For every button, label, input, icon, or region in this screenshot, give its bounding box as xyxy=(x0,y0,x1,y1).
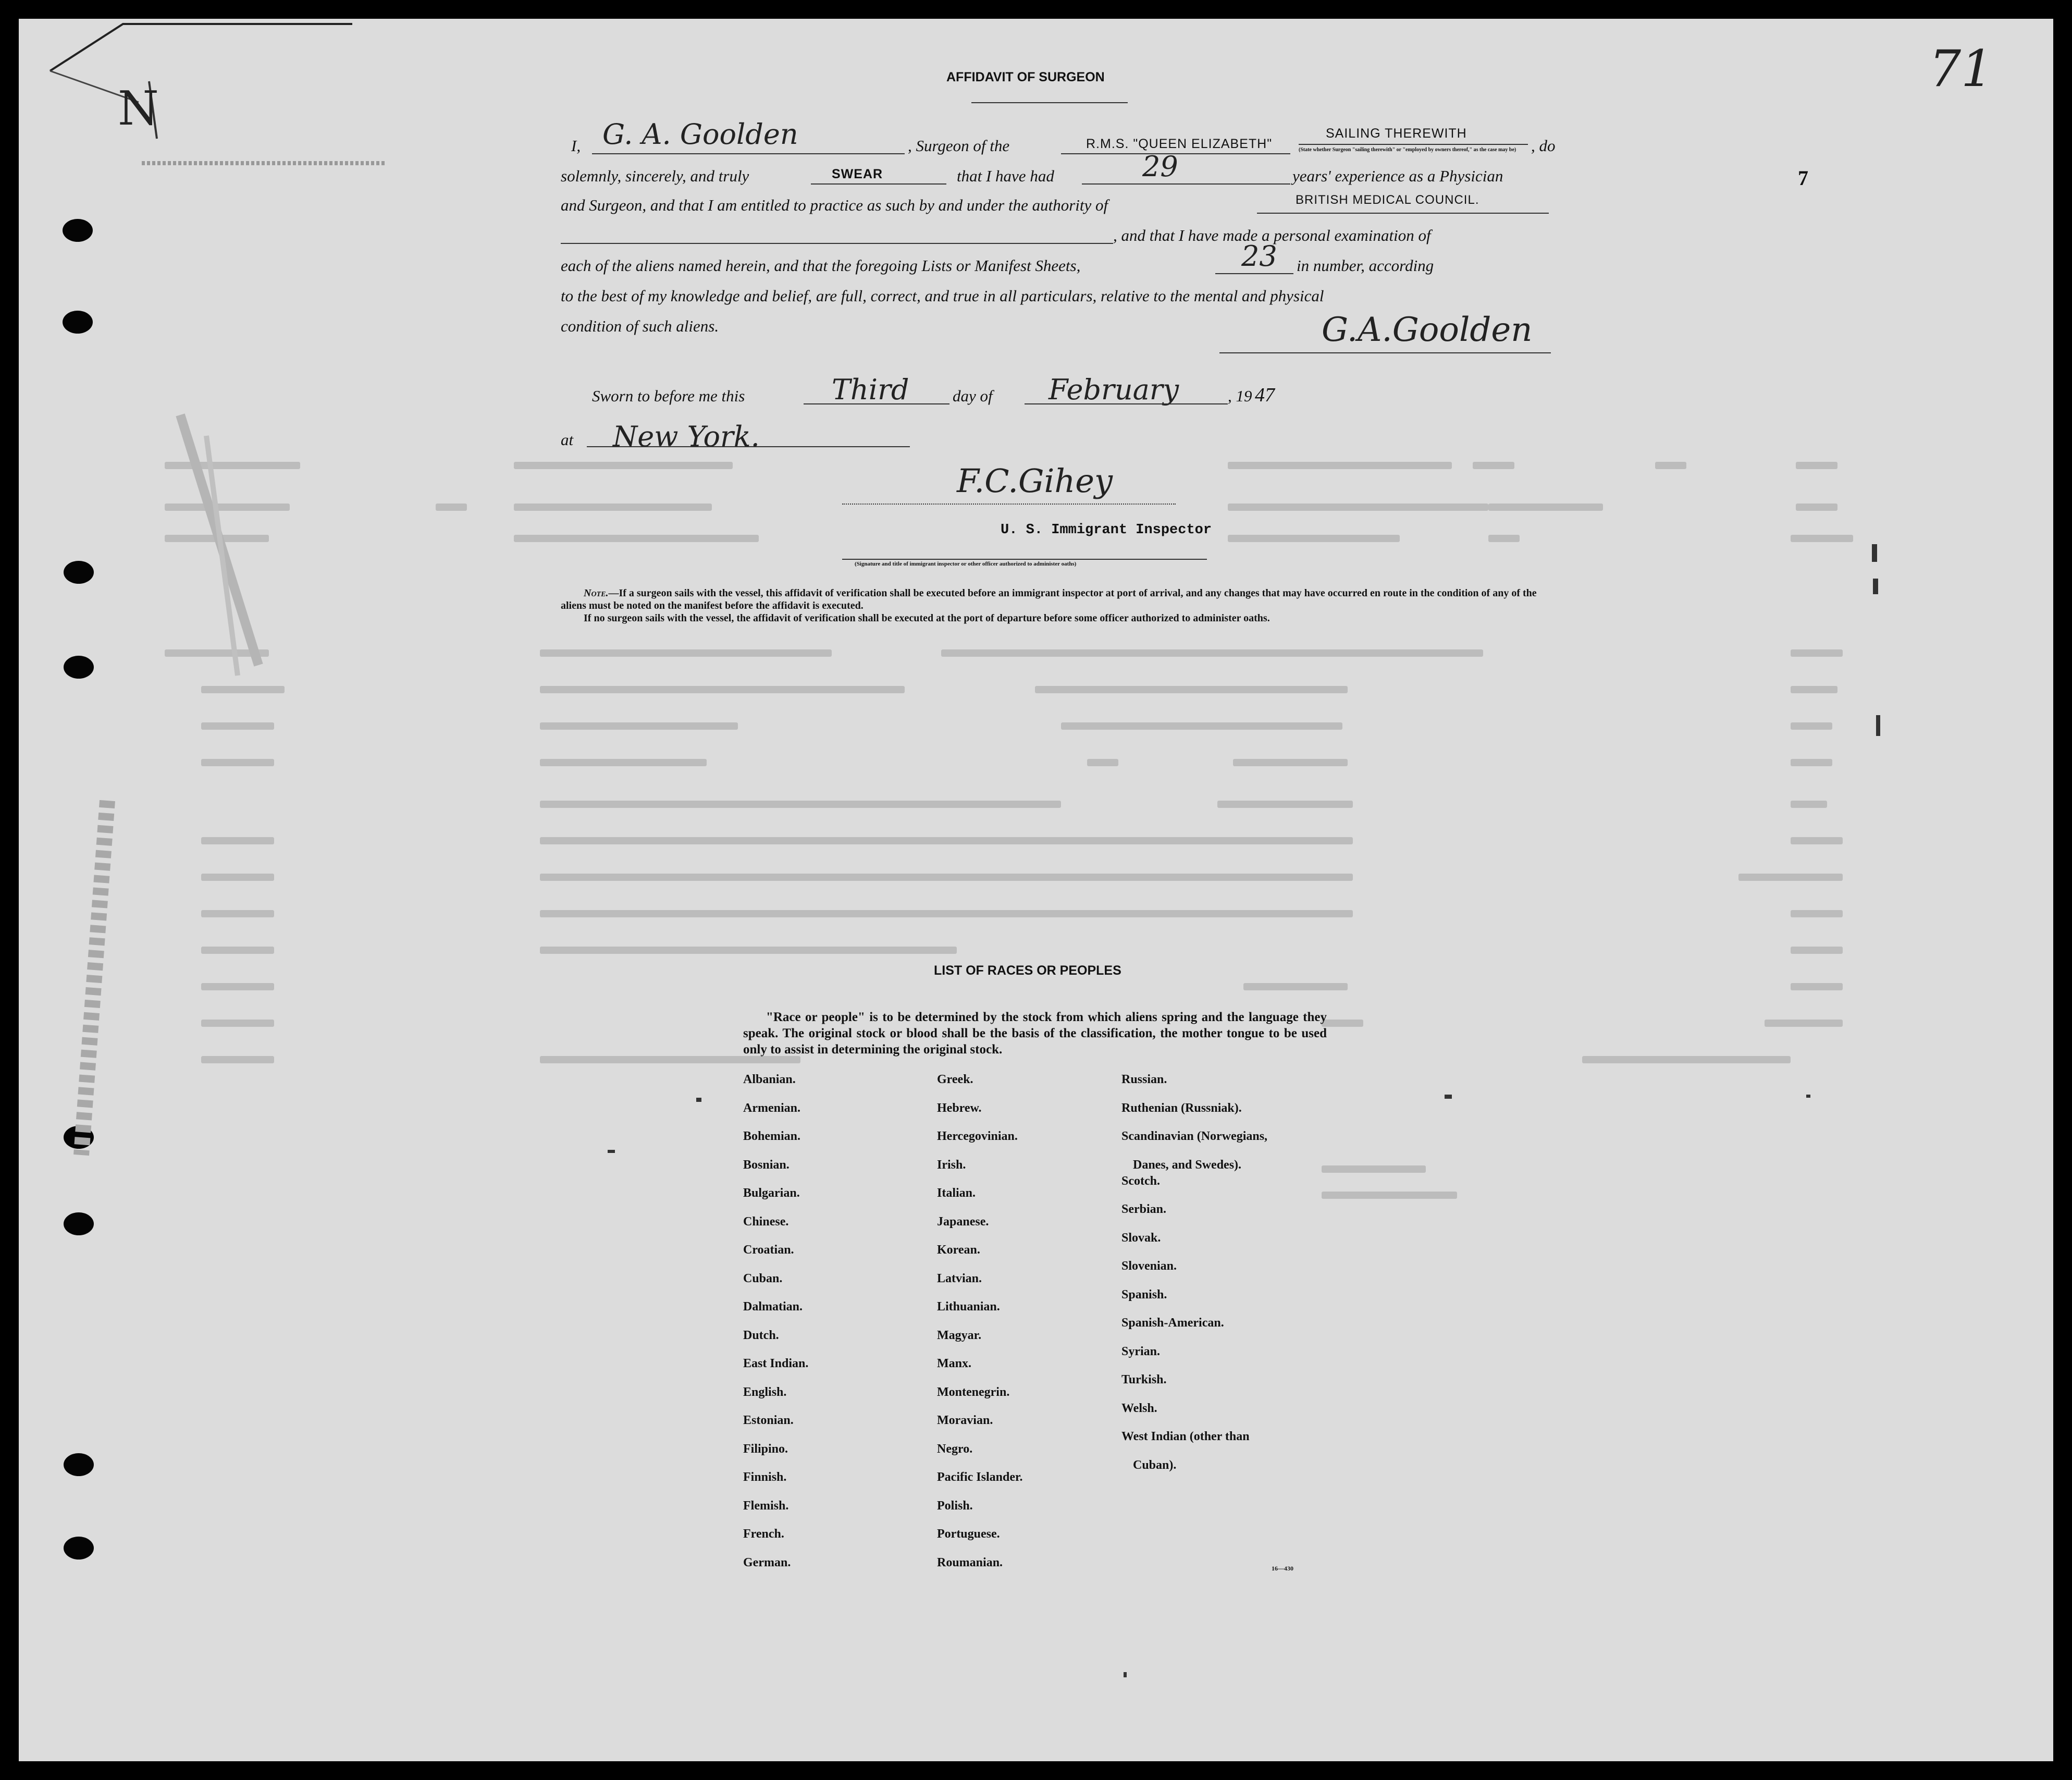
punch-hole xyxy=(64,1212,94,1235)
race-item: Greek. xyxy=(937,1073,973,1086)
race-item: Syrian. xyxy=(1121,1344,1161,1358)
race-item: Welsh. xyxy=(1121,1401,1157,1415)
punch-hole xyxy=(64,1537,94,1560)
race-item: Albanian. xyxy=(743,1073,796,1086)
race-item: Dutch. xyxy=(743,1328,779,1342)
status-note: (State whether Surgeon "sailing therewith" or "employed by owners thereof," as the case may be) xyxy=(1299,147,1516,153)
race-item: Roumanian. xyxy=(937,1555,1003,1569)
race-item: Finnish. xyxy=(743,1470,787,1484)
stray-mark xyxy=(696,1098,701,1102)
race-item: Russian. xyxy=(1121,1073,1167,1086)
years-experience: 29 xyxy=(1142,150,1178,183)
manifest-sheets-count: 23 xyxy=(1241,240,1277,273)
stray-mark xyxy=(1873,579,1878,594)
race-item: Negro. xyxy=(937,1442,973,1456)
word-that-had: that I have had xyxy=(957,167,1054,185)
licensing-authority: BRITISH MEDICAL COUNCIL. xyxy=(1296,193,1479,207)
race-item: English. xyxy=(743,1385,787,1399)
race-item: Manx. xyxy=(937,1357,971,1370)
affidavit-note xyxy=(561,587,1554,612)
punch-hole xyxy=(63,219,93,242)
race-item: Estonian. xyxy=(743,1414,794,1427)
race-item: Latvian. xyxy=(937,1271,982,1285)
races-column-1 xyxy=(743,1073,808,1584)
form-number: 16—430 xyxy=(1272,1565,1293,1572)
race-item: German. xyxy=(743,1555,791,1569)
word-day-of: day of xyxy=(953,387,993,405)
race-item: Filipino. xyxy=(743,1442,788,1456)
document-page xyxy=(19,19,2053,1761)
race-item: Flemish. xyxy=(743,1499,789,1513)
stray-mark xyxy=(1806,1095,1810,1098)
race-item: Turkish. xyxy=(1121,1373,1167,1386)
surgeon-status: SAILING THEREWITH xyxy=(1326,126,1467,141)
corner-letter: N xyxy=(118,81,159,136)
race-item: East Indian. xyxy=(743,1357,809,1370)
corner-scribble xyxy=(19,19,384,175)
punch-hole xyxy=(64,656,94,679)
races-intro: "Race or people" is to be determined by the stock from which aliens spring and the language they speak. The original stock or blood shall be the basis of the classification, the mother tongue to be used only to assist in determining the original stock. xyxy=(743,1010,1327,1057)
race-item: Scotch. xyxy=(1121,1174,1160,1188)
note-body: —If a surgeon sails with the vessel, this affidavit of verification shall be executed before an immigrant inspector at port of arrival, and any changes that may have occurred en route in the condition of any of the aliens must be noted on the manifest before the affidavit is executed. xyxy=(561,587,1537,611)
margin-figure: 7 xyxy=(1798,166,1808,190)
stray-mark xyxy=(1445,1095,1452,1099)
race-item: Scandinavian (Norwegians, xyxy=(1121,1130,1268,1143)
punch-hole xyxy=(64,561,94,584)
race-item: Magyar. xyxy=(937,1328,982,1342)
race-item: Montenegrin. xyxy=(937,1385,1010,1399)
sworn-place: New York. xyxy=(613,420,760,453)
race-item: Korean. xyxy=(937,1243,980,1257)
stray-mark xyxy=(1124,1672,1127,1677)
race-item: Slovenian. xyxy=(1121,1259,1177,1273)
stray-mark xyxy=(1876,715,1880,736)
sworn-day: Third xyxy=(832,373,909,406)
race-item: Bosnian. xyxy=(743,1158,790,1172)
word-surgeon-of: , Surgeon of the xyxy=(908,137,1010,155)
page-number: 71 xyxy=(1929,40,1993,98)
word-19: , 19 xyxy=(1228,387,1252,405)
word-personal-exam: , and that I have made a personal examination of xyxy=(1113,226,1431,244)
oath-type: SWEAR xyxy=(832,167,883,181)
race-item: Dalmatian. xyxy=(743,1300,803,1313)
inspector-caption: (Signature and title of immigrant inspector or other officer authorized to administer oaths) xyxy=(855,561,1077,567)
race-item: Hercegovinian. xyxy=(937,1130,1018,1143)
races-column-3 xyxy=(1121,1073,1267,1475)
word-do: , do xyxy=(1531,137,1556,155)
race-item: Italian. xyxy=(937,1186,976,1200)
affidavit-note-2: If no surgeon sails with the vessel, the affidavit of verification shall be executed at the port of departure before some officer authorized to administer oaths. xyxy=(584,612,1270,624)
races-title: LIST OF RACES OR PEOPLES xyxy=(934,963,1121,978)
races-column-2 xyxy=(937,1073,1022,1584)
word-each-alien: each of the aliens named herein, and that the foregoing Lists or Manifest Sheets, xyxy=(561,256,1081,275)
sworn-year: 47 xyxy=(1255,384,1275,406)
word-i: I, xyxy=(571,137,581,155)
race-item: West Indian (other than xyxy=(1121,1430,1250,1443)
inspector-signature: F.C.Gihey xyxy=(957,462,1113,500)
word-condition: condition of such aliens. xyxy=(561,317,719,335)
title-rule xyxy=(971,102,1128,103)
race-item: Spanish. xyxy=(1121,1287,1167,1302)
word-sworn: Sworn to before me this xyxy=(592,387,745,405)
word-solemnly: solemnly, sincerely, and truly xyxy=(561,167,749,185)
race-item: Pacific Islander. xyxy=(937,1470,1023,1484)
word-in-number: in number, according xyxy=(1297,256,1434,275)
race-item: Spanish-American. xyxy=(1121,1316,1224,1330)
race-item: Croatian. xyxy=(743,1243,794,1257)
punch-hole xyxy=(64,1453,94,1476)
surgeon-signature: G.A.Goolden xyxy=(1322,311,1533,349)
affidavit-title: AFFIDAVIT OF SURGEON xyxy=(946,70,1105,84)
faded-stamp-line xyxy=(142,161,387,165)
race-item: Ruthenian (Russniak). xyxy=(1121,1101,1242,1115)
race-item: Bulgarian. xyxy=(743,1186,800,1200)
word-years-exp: years' experience as a Physician xyxy=(1292,167,1503,185)
race-item: Japanese. xyxy=(937,1214,989,1229)
inspector-title: U. S. Immigrant Inspector xyxy=(1001,522,1212,538)
word-and-surgeon: and Surgeon, and that I am entitled to practice as such by and under the authority of xyxy=(561,196,1108,214)
race-item: Chinese. xyxy=(743,1214,789,1229)
race-item: Polish. xyxy=(937,1499,973,1513)
race-item: Portuguese. xyxy=(937,1527,1000,1541)
word-best: to the best of my knowledge and belief, are full, correct, and true in all particulars, relative to the mental and physical xyxy=(561,287,1324,305)
surgeon-name: G. A. Goolden xyxy=(602,118,798,151)
race-item: Cuban. xyxy=(743,1271,783,1285)
race-item: Lithuanian. xyxy=(937,1300,1000,1313)
stray-mark xyxy=(608,1150,615,1153)
punch-hole xyxy=(63,311,93,334)
race-item: French. xyxy=(743,1527,784,1541)
note-lead: Note. xyxy=(584,587,609,599)
race-item: Hebrew. xyxy=(937,1101,982,1115)
word-at: at xyxy=(561,431,574,449)
race-item: Cuban). xyxy=(1133,1458,1177,1472)
race-item: Slovak. xyxy=(1121,1231,1161,1245)
ship-name: R.M.S. "QUEEN ELIZABETH" xyxy=(1086,137,1273,151)
race-item: Danes, and Swedes). xyxy=(1133,1158,1242,1172)
race-item: Serbian. xyxy=(1121,1202,1167,1216)
race-item: Bohemian. xyxy=(743,1130,801,1143)
sworn-month: February xyxy=(1049,373,1179,406)
race-item: Moravian. xyxy=(937,1414,993,1427)
race-item: Armenian. xyxy=(743,1101,800,1115)
race-item: Irish. xyxy=(937,1158,966,1172)
stray-mark xyxy=(1872,544,1877,562)
